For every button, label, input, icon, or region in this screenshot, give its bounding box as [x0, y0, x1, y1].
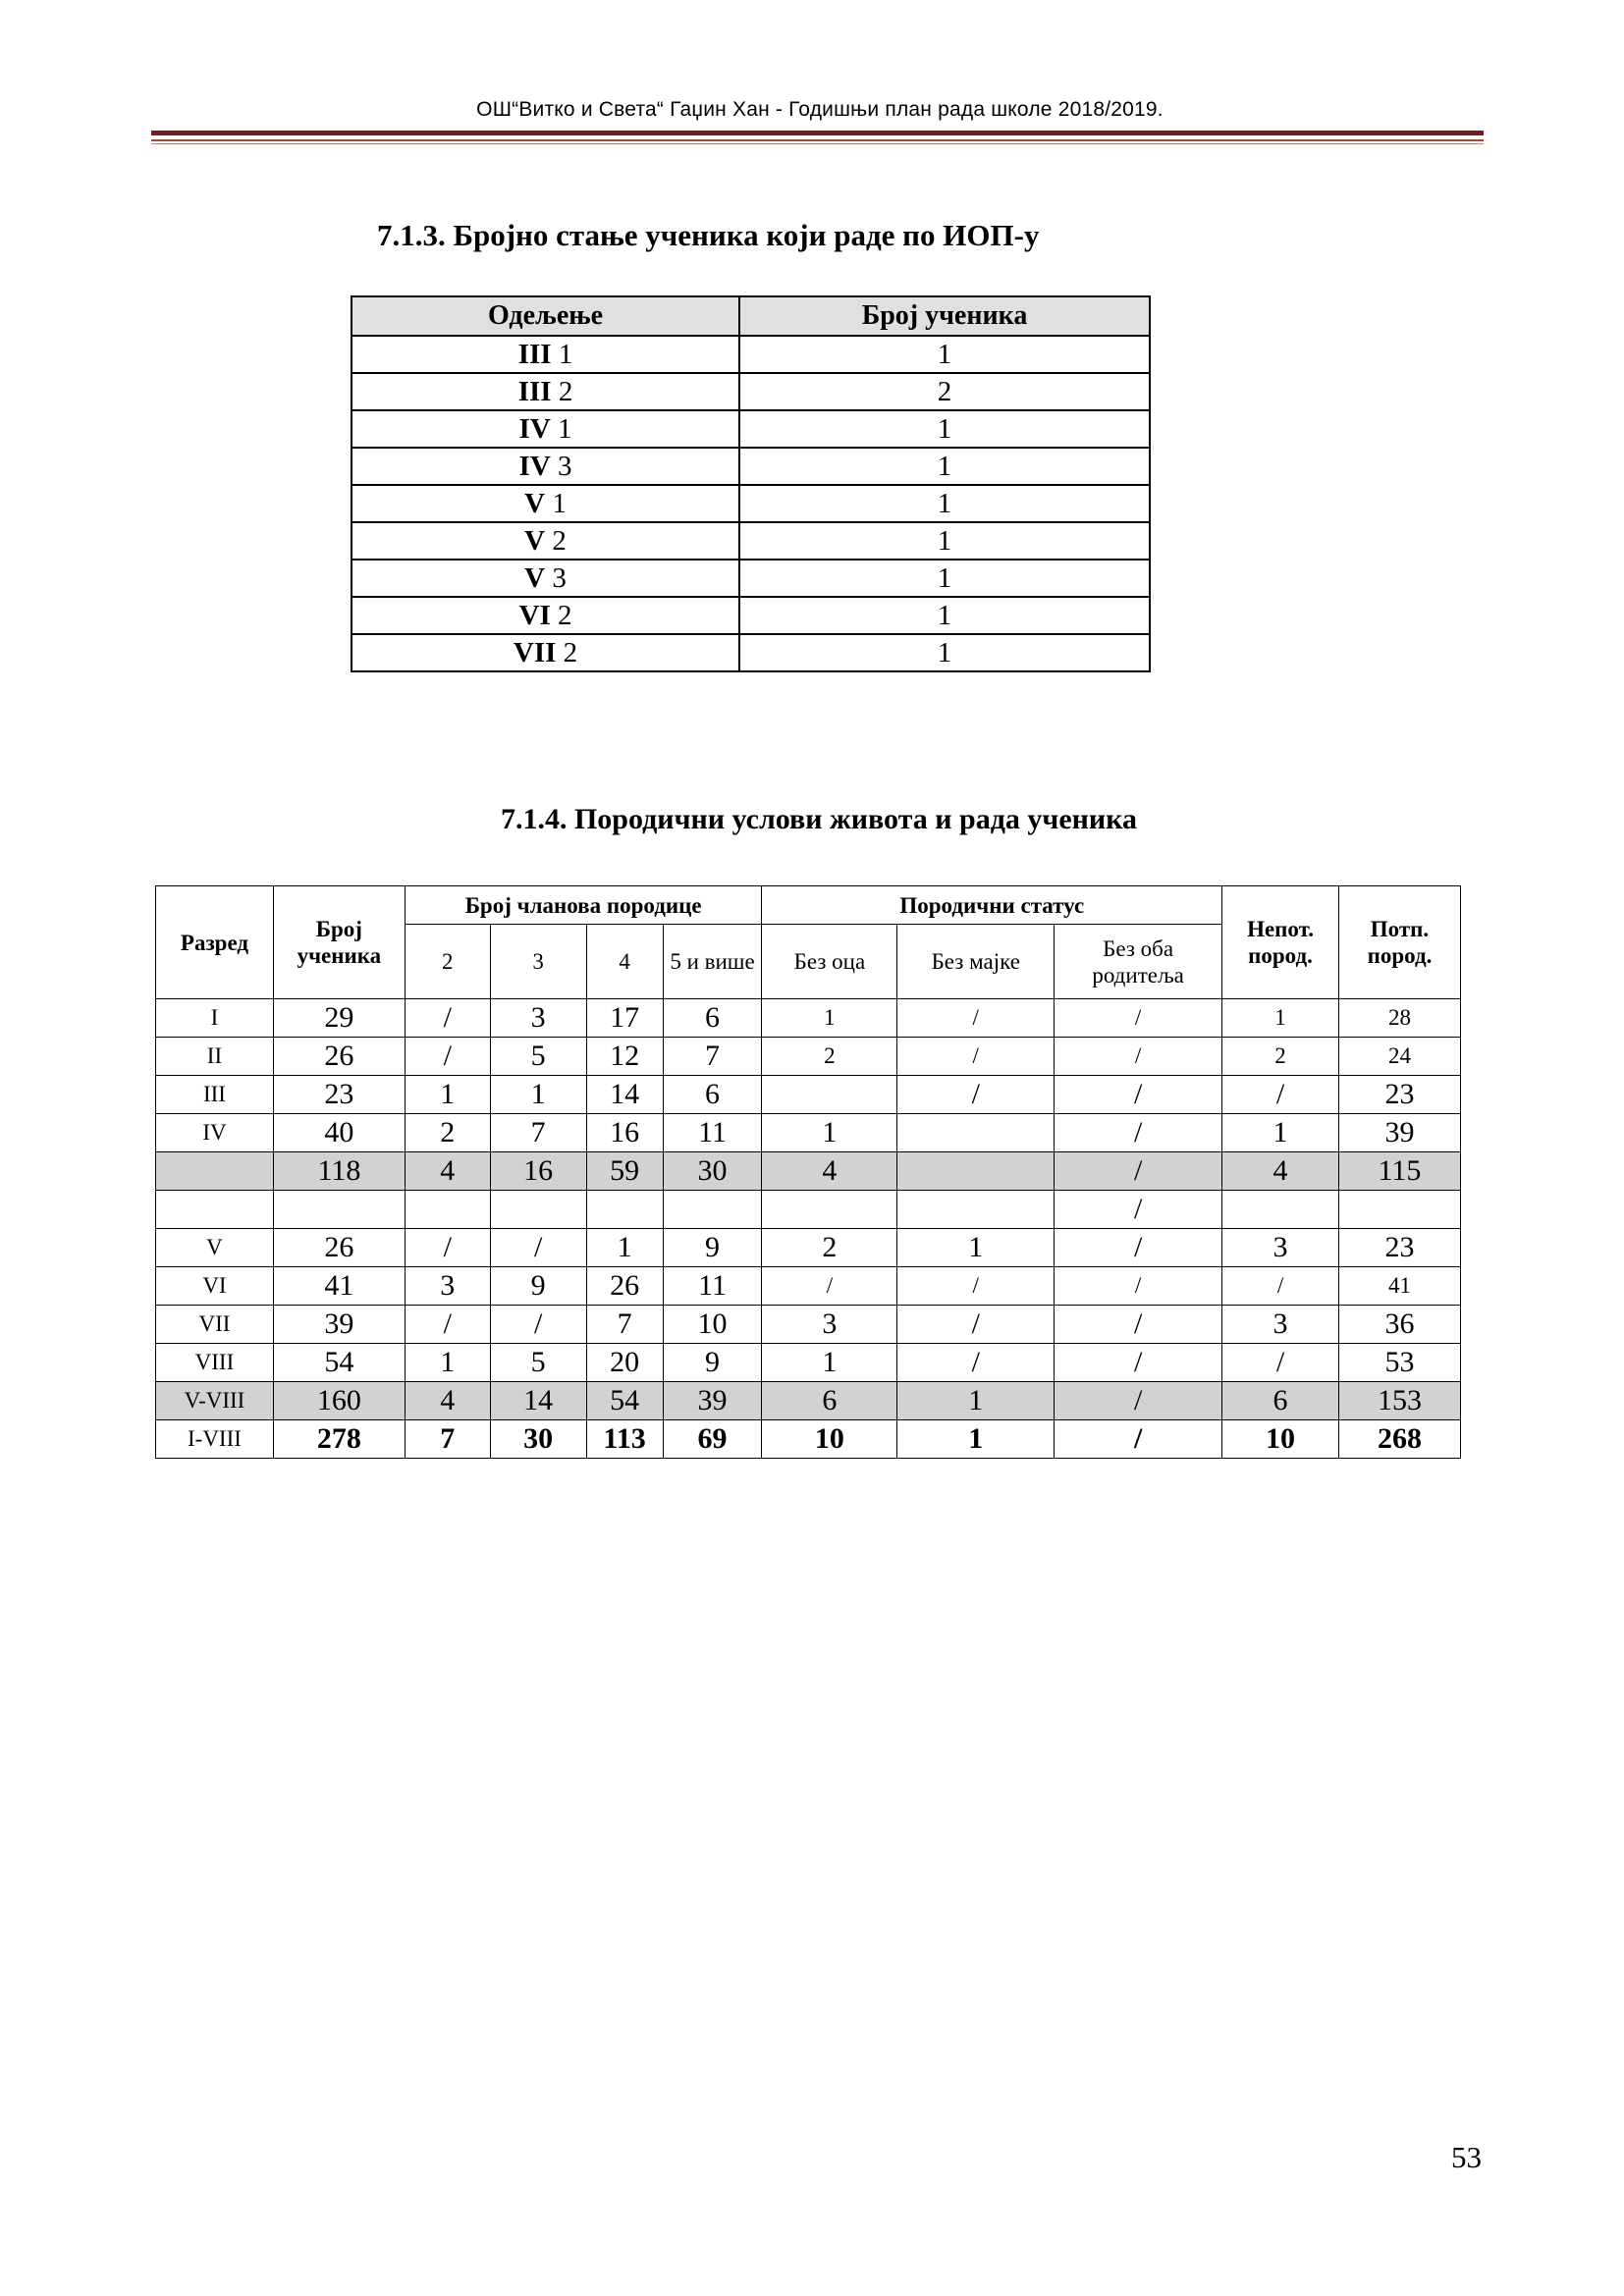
value-cell: [405, 1191, 490, 1229]
value-cell: 40: [273, 1114, 405, 1152]
class-grade: III: [517, 339, 552, 370]
value-cell: 113: [586, 1420, 663, 1459]
table-row: [352, 522, 1150, 560]
table-row: [352, 485, 1150, 522]
table-row: [352, 560, 1150, 597]
value-cell: 1: [1222, 999, 1339, 1038]
value-cell: /: [1055, 999, 1222, 1038]
table-header-row: [352, 296, 1150, 336]
class-grade: V: [524, 488, 546, 519]
value-cell: 23: [1338, 1076, 1460, 1114]
value-cell: /: [1055, 1344, 1222, 1382]
class-grade: V: [524, 562, 546, 594]
razred-cell: [156, 1152, 274, 1191]
value-cell: 7: [490, 1114, 586, 1152]
count-cell: 1: [739, 336, 1150, 373]
value-cell: 1: [897, 1229, 1055, 1267]
razred-cell: IV: [156, 1114, 274, 1152]
table-row: [156, 1114, 1461, 1152]
value-cell: 160: [273, 1382, 405, 1420]
value-cell: 5: [490, 1038, 586, 1076]
value-cell: 3: [762, 1306, 897, 1344]
value-cell: 4: [405, 1152, 490, 1191]
class-cell: [352, 410, 739, 448]
razred-cell: VII: [156, 1306, 274, 1344]
value-cell: 7: [663, 1038, 762, 1076]
header-status: Породични статус: [762, 886, 1222, 925]
value-cell: 12: [586, 1038, 663, 1076]
value-cell: [663, 1191, 762, 1229]
value-cell: 2: [762, 1038, 897, 1076]
table-row: [156, 1191, 1461, 1229]
value-cell: /: [1055, 1076, 1222, 1114]
family-conditions-table: [155, 885, 1461, 1459]
header-rule: [151, 131, 1484, 135]
count-cell: 1: [739, 560, 1150, 597]
value-cell: 10: [1222, 1420, 1339, 1459]
value-cell: /: [1222, 1076, 1339, 1114]
value-cell: [1338, 1191, 1460, 1229]
value-cell: /: [1055, 1306, 1222, 1344]
count-cell: 1: [739, 597, 1150, 634]
value-cell: /: [1222, 1267, 1339, 1306]
class-cell: [352, 522, 739, 560]
value-cell: 268: [1338, 1420, 1460, 1459]
table-row: [156, 1229, 1461, 1267]
value-cell: 3: [490, 999, 586, 1038]
value-cell: 10: [762, 1420, 897, 1459]
class-grade: VII: [513, 637, 557, 668]
value-cell: 10: [663, 1306, 762, 1344]
table-row: [156, 1306, 1461, 1344]
value-cell: /: [405, 1229, 490, 1267]
value-cell: /: [897, 1267, 1055, 1306]
table-row: [352, 373, 1150, 410]
value-cell: [897, 1152, 1055, 1191]
value-cell: [897, 1114, 1055, 1152]
value-cell: 7: [405, 1420, 490, 1459]
value-cell: /: [1055, 1038, 1222, 1076]
table-row: [352, 448, 1150, 485]
value-cell: /: [405, 999, 490, 1038]
count-cell: 1: [739, 485, 1150, 522]
value-cell: 54: [586, 1382, 663, 1420]
value-cell: 153: [1338, 1382, 1460, 1420]
value-cell: 1: [897, 1420, 1055, 1459]
value-cell: 6: [762, 1382, 897, 1420]
value-cell: 4: [405, 1382, 490, 1420]
class-cell: [352, 336, 739, 373]
class-number: 3: [552, 562, 567, 594]
class-cell: [352, 560, 739, 597]
razred-cell: VI: [156, 1267, 274, 1306]
class-grade: IV: [518, 413, 551, 445]
value-cell: 16: [586, 1114, 663, 1152]
count-cell: 1: [739, 634, 1150, 671]
class-grade: III: [517, 376, 552, 407]
table-row: [352, 410, 1150, 448]
table-row: [156, 1420, 1461, 1459]
razred-cell: II: [156, 1038, 274, 1076]
page-number: 53: [1451, 2140, 1482, 2174]
section-title-family: 7.1.4. Породични услови живота и рада ученика: [500, 803, 1138, 835]
value-cell: 39: [663, 1382, 762, 1420]
value-cell: 1: [586, 1229, 663, 1267]
column-header-count: Број ученика: [739, 296, 1150, 336]
razred-cell: V-VIII: [156, 1382, 274, 1420]
class-grade: IV: [518, 451, 551, 482]
class-number: 2: [558, 600, 572, 631]
class-grade: VI: [518, 600, 551, 631]
value-cell: 2: [762, 1229, 897, 1267]
value-cell: [1222, 1191, 1339, 1229]
subheader-4: 4: [586, 925, 663, 999]
value-cell: 26: [586, 1267, 663, 1306]
table-row: [156, 1038, 1461, 1076]
table-row: [156, 1344, 1461, 1382]
subheader-5-plus: 5 и више: [663, 925, 762, 999]
table-row: [156, 999, 1461, 1038]
value-cell: [586, 1191, 663, 1229]
value-cell: 1: [762, 1344, 897, 1382]
header-broj-ucenika: Број ученика: [273, 886, 405, 999]
value-cell: 1: [1222, 1114, 1339, 1152]
value-cell: 39: [273, 1306, 405, 1344]
value-cell: 24: [1338, 1038, 1460, 1076]
value-cell: 23: [1338, 1229, 1460, 1267]
value-cell: 1: [897, 1382, 1055, 1420]
value-cell: 41: [273, 1267, 405, 1306]
value-cell: 17: [586, 999, 663, 1038]
header-rule-thin: [151, 139, 1484, 141]
value-cell: [273, 1191, 405, 1229]
value-cell: 20: [586, 1344, 663, 1382]
table-row: [156, 1382, 1461, 1420]
value-cell: 16: [490, 1152, 586, 1191]
razred-cell: III: [156, 1076, 274, 1114]
value-cell: /: [405, 1306, 490, 1344]
value-cell: /: [1055, 1420, 1222, 1459]
value-cell: 14: [586, 1076, 663, 1114]
value-cell: 5: [490, 1344, 586, 1382]
value-cell: 54: [273, 1344, 405, 1382]
class-number: 1: [558, 413, 572, 445]
value-cell: 2: [1222, 1038, 1339, 1076]
header-razred: Разред: [156, 886, 274, 999]
value-cell: 11: [663, 1114, 762, 1152]
header-potp: Потп. пород.: [1338, 886, 1460, 999]
value-cell: 28: [1338, 999, 1460, 1038]
class-cell: [352, 597, 739, 634]
razred-cell: V: [156, 1229, 274, 1267]
value-cell: 6: [1222, 1382, 1339, 1420]
header-rule-thin-2: [151, 143, 1484, 144]
value-cell: /: [897, 1344, 1055, 1382]
class-number: 2: [563, 637, 578, 668]
class-cell: [352, 373, 739, 410]
table-row: [156, 1267, 1461, 1306]
subheader-2: 2: [405, 925, 490, 999]
class-cell: [352, 485, 739, 522]
value-cell: 7: [586, 1306, 663, 1344]
value-cell: 26: [273, 1229, 405, 1267]
subheader-bez-majke: Без мајке: [897, 925, 1055, 999]
value-cell: /: [897, 999, 1055, 1038]
value-cell: [762, 1076, 897, 1114]
value-cell: 30: [663, 1152, 762, 1191]
value-cell: 29: [273, 999, 405, 1038]
class-grade: V: [524, 525, 546, 557]
table-row: [352, 336, 1150, 373]
class-number: 1: [552, 488, 567, 519]
value-cell: /: [897, 1076, 1055, 1114]
value-cell: 41: [1338, 1267, 1460, 1306]
header-clanovi: Број чланова породице: [405, 886, 762, 925]
value-cell: 118: [273, 1152, 405, 1191]
razred-cell: I-VIII: [156, 1420, 274, 1459]
value-cell: /: [405, 1038, 490, 1076]
razred-cell: I: [156, 999, 274, 1038]
subheader-bez-oba: Без оба родитеља: [1055, 925, 1222, 999]
value-cell: 3: [1222, 1229, 1339, 1267]
iop-table: [351, 295, 1151, 672]
value-cell: 3: [1222, 1306, 1339, 1344]
count-cell: 1: [739, 522, 1150, 560]
table-row: [156, 1152, 1461, 1191]
class-cell: [352, 448, 739, 485]
value-cell: /: [490, 1229, 586, 1267]
value-cell: /: [762, 1267, 897, 1306]
value-cell: 9: [663, 1344, 762, 1382]
value-cell: /: [897, 1038, 1055, 1076]
value-cell: 53: [1338, 1344, 1460, 1382]
value-cell: 11: [663, 1267, 762, 1306]
count-cell: 1: [739, 448, 1150, 485]
section-title-iop: 7.1.3. Бројно стање ученика који раде по ИОП-у: [377, 218, 1040, 252]
table-row: [352, 597, 1150, 634]
class-number: 2: [558, 376, 573, 407]
class-number: 2: [552, 525, 567, 557]
value-cell: 39: [1338, 1114, 1460, 1152]
value-cell: 6: [663, 1076, 762, 1114]
value-cell: /: [1055, 1191, 1222, 1229]
value-cell: 3: [405, 1267, 490, 1306]
subheader-3: 3: [490, 925, 586, 999]
value-cell: 4: [762, 1152, 897, 1191]
class-number: 3: [558, 451, 572, 482]
value-cell: [897, 1191, 1055, 1229]
value-cell: 69: [663, 1420, 762, 1459]
value-cell: 1: [762, 999, 897, 1038]
value-cell: /: [1222, 1344, 1339, 1382]
value-cell: 30: [490, 1420, 586, 1459]
value-cell: 2: [405, 1114, 490, 1152]
value-cell: /: [1055, 1267, 1222, 1306]
table-header-row: [156, 886, 1461, 925]
class-number: 1: [558, 339, 573, 370]
razred-cell: [156, 1191, 274, 1229]
value-cell: 14: [490, 1382, 586, 1420]
value-cell: 278: [273, 1420, 405, 1459]
subheader-bez-oca: Без оца: [762, 925, 897, 999]
table-row: [352, 634, 1150, 671]
value-cell: 26: [273, 1038, 405, 1076]
value-cell: 1: [405, 1076, 490, 1114]
value-cell: 1: [405, 1344, 490, 1382]
value-cell: 1: [490, 1076, 586, 1114]
column-header-class: Одељење: [352, 296, 739, 336]
value-cell: /: [897, 1306, 1055, 1344]
value-cell: 4: [1222, 1152, 1339, 1191]
value-cell: [490, 1191, 586, 1229]
value-cell: 1: [762, 1114, 897, 1152]
value-cell: 9: [490, 1267, 586, 1306]
value-cell: 9: [663, 1229, 762, 1267]
table-row: [156, 1076, 1461, 1114]
value-cell: /: [1055, 1152, 1222, 1191]
count-cell: 2: [739, 373, 1150, 410]
class-cell: [352, 634, 739, 671]
value-cell: 23: [273, 1076, 405, 1114]
running-header: ОШ“Витко и Света“ Гаџин Хан - Годишњи план рада школе 2018/2019.: [476, 98, 1164, 121]
count-cell: 1: [739, 410, 1150, 448]
value-cell: 6: [663, 999, 762, 1038]
value-cell: 59: [586, 1152, 663, 1191]
value-cell: 36: [1338, 1306, 1460, 1344]
value-cell: /: [490, 1306, 586, 1344]
value-cell: /: [1055, 1114, 1222, 1152]
razred-cell: VIII: [156, 1344, 274, 1382]
value-cell: [762, 1191, 897, 1229]
value-cell: 115: [1338, 1152, 1460, 1191]
value-cell: /: [1055, 1229, 1222, 1267]
value-cell: /: [1055, 1382, 1222, 1420]
header-nepot: Непот. пород.: [1222, 886, 1339, 999]
